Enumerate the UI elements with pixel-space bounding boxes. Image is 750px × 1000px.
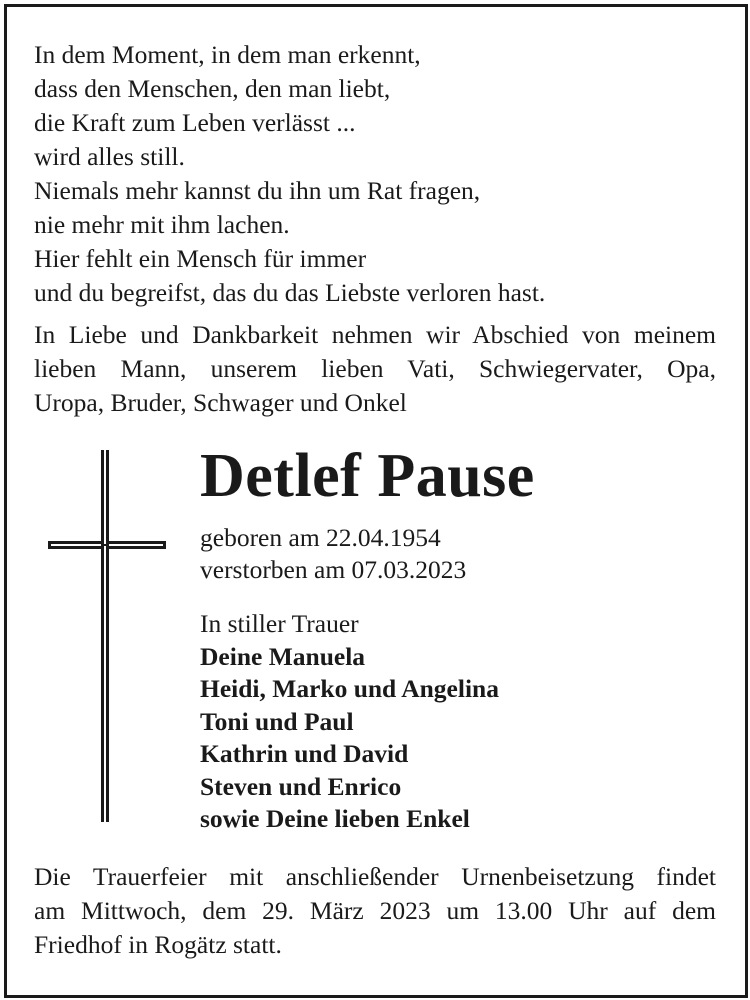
death-date: verstorben am 07.03.2023: [200, 555, 467, 584]
mourner-name: Steven und Enrico: [200, 771, 402, 801]
farewell-line: In Liebe und Dankbarkeit nehmen wir Abschied von meinem: [34, 320, 716, 349]
mourner-name: Deine Manuela: [200, 641, 366, 671]
mourner-name: Heidi, Marko und Angelina: [200, 674, 499, 703]
farewell-line: Uropa, Bruder, Schwager und Onkel: [34, 388, 407, 417]
farewell-line: lieben Mann, unserem lieben Vati, Schwiegervater, Opa,: [34, 354, 716, 383]
poem-line: wird alles still.: [34, 142, 185, 171]
poem-line: In dem Moment, in dem man erkennt,: [34, 40, 421, 69]
farewell-text: [34, 318, 716, 420]
deceased-name: Detlef Pause: [200, 442, 535, 510]
birth-date: geboren am 22.04.1954: [200, 523, 441, 552]
life-dates: [200, 522, 466, 586]
poem-line: die Kraft zum Leben verlässt ...: [34, 108, 356, 137]
mourners-intro: In stiller Trauer: [200, 609, 359, 638]
poem: [34, 38, 724, 310]
mourners: [200, 608, 499, 836]
poem-line: Niemals mehr kannst du ihn um Rat fragen,: [34, 176, 481, 205]
ceremony-line: am Mittwoch, dem 29. März 2023 um 13.00 Uhr auf dem: [34, 896, 716, 925]
ceremony-line: Die Trauerfeier mit anschließender Urnenbeisetzung findet: [34, 862, 716, 891]
poem-line: dass den Menschen, den man liebt,: [34, 74, 391, 103]
poem-line: und du begreifst, das du das Liebste verloren hast.: [34, 278, 546, 307]
ceremony-notice: [34, 860, 716, 962]
poem-line: Hier fehlt ein Mensch für immer: [34, 244, 367, 273]
cross-icon: [48, 450, 166, 822]
mourner-name: Kathrin und David: [200, 739, 409, 768]
poem-line: nie mehr mit ihm lachen.: [34, 210, 290, 239]
mourner-name: sowie Deine lieben Enkel: [200, 804, 470, 833]
mourner-name: Toni und Paul: [200, 706, 354, 736]
ceremony-line: Friedhof in Rogätz statt.: [34, 930, 282, 959]
